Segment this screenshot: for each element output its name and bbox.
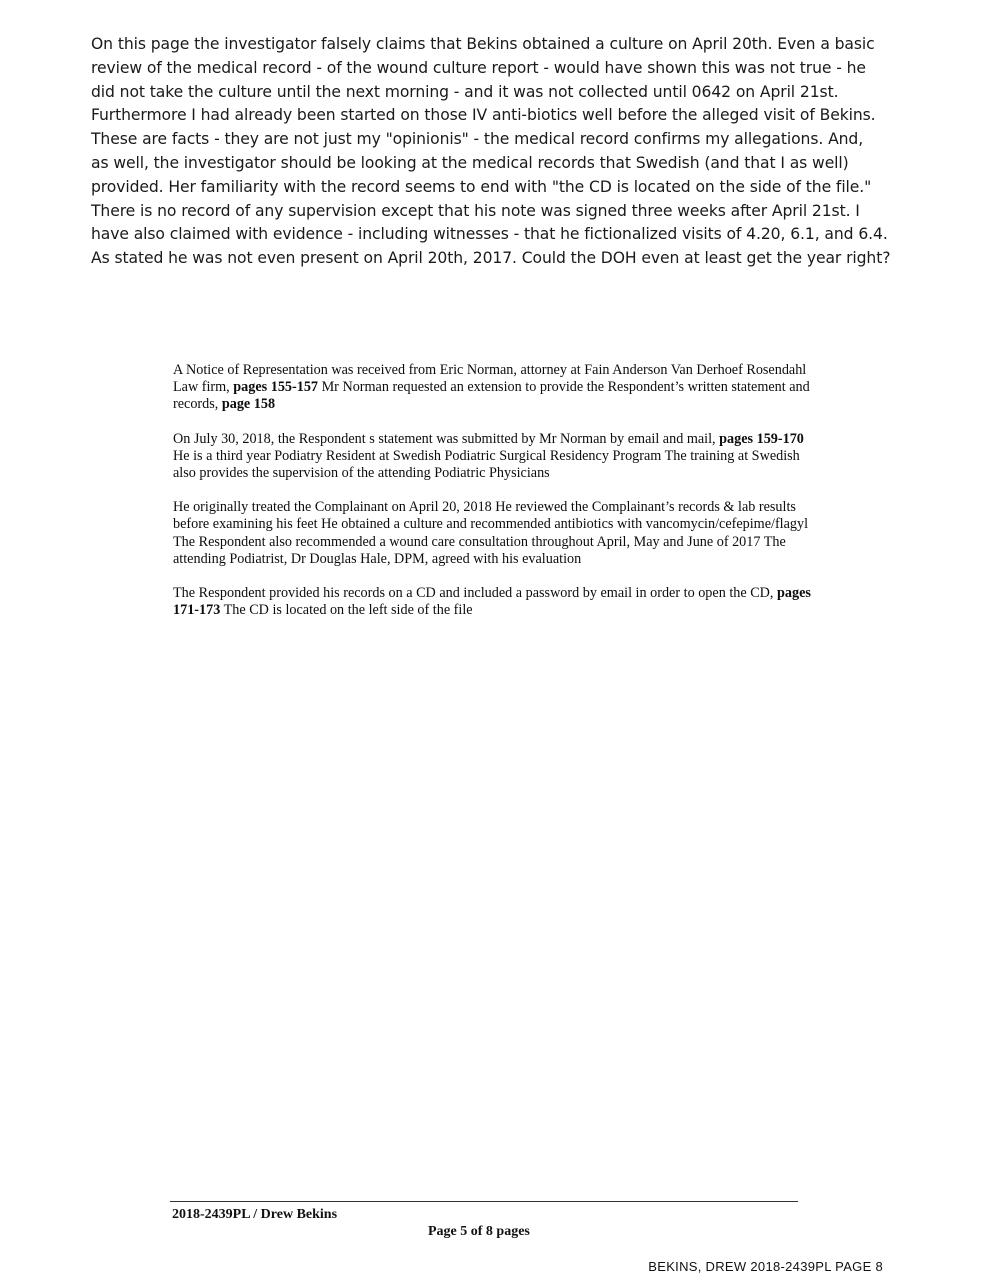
commentary-line: These are facts - they are not just my "opinionis" - the medical record confirms my allegations. And, xyxy=(91,130,864,149)
commentary-line: have also claimed with evidence - including witnesses - that he fictionalized visits of 4.20, 6.1, and 6.4. xyxy=(91,225,888,244)
case-reference: 2018-2439PL / Drew Bekins xyxy=(172,1207,338,1222)
treatment-paragraph: He originally treated the Complainant on April 20, 2018 He reviewed the Complainant’s records & lab results before examining his feet He obtained a culture and recommended antibiotics with vancomycin/cefepime/flagyl The Respondent also recommended a wound care consultation throughout April, May and June of 2017 The attending Podiatrist, Dr Douglas Hale, DPM, agreed with his evaluation xyxy=(173,499,809,567)
statement-paragraph: On July 30, 2018, the Respondent s statement was submitted by Mr Norman by email and mail, pages 159-170 He is a third year Podiatry Resident at Swedish Podiatric Surgical Residency Program The training at Swedish also provides the supervision of the attending Podiatric Physicians xyxy=(173,430,804,482)
page-reference: page 158 xyxy=(221,396,276,413)
commentary-line: provided. Her familiarity with the record seems to end with "the CD is located on the side of the file." xyxy=(91,177,872,196)
commentary-line: review of the medical record - of the wound culture report - would have shown this was not true - he xyxy=(91,58,866,77)
representation-paragraph: A Notice of Representation was received from Eric Norman, attorney at Fain Anderson Van Derhoef Rosendahl Law firm, pages 155-157 Mr Norman requested an extension to provide the Respondent’s written statement and records, page 158 xyxy=(173,362,810,413)
footer-divider xyxy=(170,1201,798,1202)
page-number: Page 5 of 8 pages xyxy=(428,1224,530,1239)
bates-stamp: BEKINS, DREW 2018-2439PL PAGE 8 xyxy=(648,1259,883,1274)
page-reference: pages 159-170 xyxy=(719,430,804,447)
commentary-line: Furthermore I had already been started on those IV anti-biotics well before the alleged visit of Bekins. xyxy=(91,106,876,125)
page-reference: pages 155-157 xyxy=(233,379,319,396)
commentary-line: There is no record of any supervision except that his note was signed three weeks after April 21st. I xyxy=(91,201,860,220)
page-reference: pages 171-173 xyxy=(173,585,811,619)
scanned-report-excerpt xyxy=(173,362,813,636)
commentary-line: On this page the investigator falsely claims that Bekins obtained a culture on April 20th. Even a basic xyxy=(91,35,875,53)
commentary-line: as well, the investigator should be looking at the medical records that Swedish (and that I as well) xyxy=(91,153,849,172)
commentary-block xyxy=(91,33,906,271)
records-cd-paragraph: The Respondent provided his records on a CD and included a password by email in order to open the CD, pages 171-173 The CD is located on the left side of the file xyxy=(173,585,811,619)
commentary-line: As stated he was not even present on April 20th, 2017. Could the DOH even at least get the year right? xyxy=(91,249,891,268)
commentary-line: did not take the culture until the next morning - and it was not collected until 0642 on April 21st. xyxy=(91,82,839,101)
